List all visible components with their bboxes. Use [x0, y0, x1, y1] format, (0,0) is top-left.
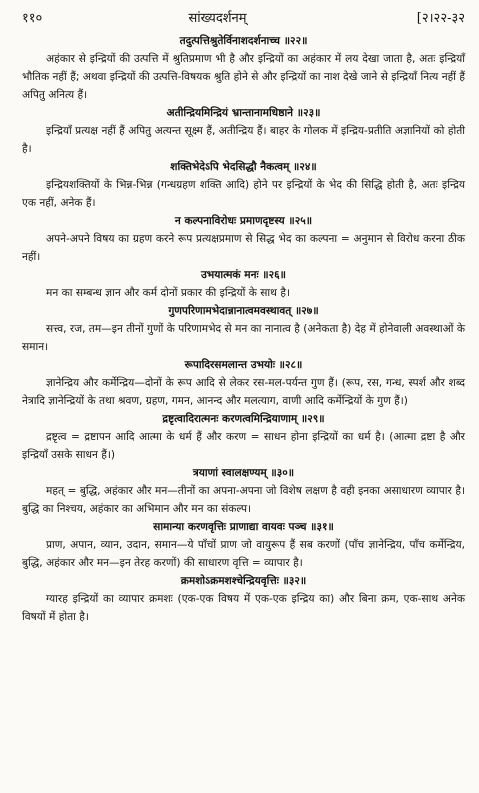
commentary-paragraph: महत् = बुद्धि, अहंकार और मन—तीनों का अपना-अपना जो विशेष लक्षण है वही इनका असाधारण व्यापार है। बुद्धि का निश्चय, अहंकार का अभिमान और मन का संकल्प। [22, 485, 465, 515]
commentary-paragraph: प्राण, अपान, व्यान, उदान, समान—ये पाँचों प्राण जो वायुरूप हैं सब करणों (पाँच ज्ञानेन्द्रिय, पाँच कर्मेन्द्रिय, बुद्धि, अहंकार और मन—इन तेरह करणों) की साधारण वृत्ति = व्यापार है। [22, 539, 465, 569]
commentary-paragraph: द्रष्टृत्व = द्रष्टापन आदि आत्मा के धर्म हैं और करण = साधन होना इन्द्रियों का धर्म है। (आत्मा द्रष्टा है और इन्द्रियाँ उसके साधन हैं।) [22, 431, 465, 461]
running-title: सांख्यदर्शनम् [188, 11, 247, 26]
sutra-heading: न कल्पनाविरोधः प्रमाणदृष्टस्य ॥२५॥ [174, 215, 313, 227]
commentary-paragraph: इन्द्रियशक्तियों के भिन्न-भिन्न (गन्धग्रहण शक्ति आदि) होने पर इन्द्रियों के भेद की सिद्धि होती है, अतः इन्द्रिय एक नहीं, अनेक हैं। [22, 179, 465, 209]
sutra-heading: रूपादिरसमलान्त उभयोः ॥२८॥ [184, 359, 303, 371]
commentary-paragraph: मन का सम्बन्ध ज्ञान और कर्म दोनों प्रकार की इन्द्रियों के साथ है। [46, 287, 290, 299]
commentary-paragraph: अपने-अपने विषय का ग्रहण करने रूप प्रत्यक्षप्रमाण से सिद्ध भेद का कल्पना = अनुमान से विरोध करना ठीक नहीं। [22, 233, 465, 263]
sutra-heading: त्रयाणां स्वालक्षण्यम् ॥३०॥ [192, 467, 295, 479]
sutra-heading: द्रष्टृत्वादिरात्मनः करणत्वमिन्द्रियाणाम् ॥२९॥ [162, 413, 325, 425]
page-header [22, 8, 465, 30]
page-body [22, 32, 465, 626]
sutra-heading: अतीन्द्रियमिन्द्रियं भ्रान्तानामधिष्ठाने ॥२३॥ [166, 107, 321, 119]
sutra-heading: गुणपरिणामभेदान्नानात्वमवस्थावत् ॥२७॥ [168, 305, 319, 317]
page-number: ११० [22, 11, 43, 26]
commentary-paragraph: अहंकार से इन्द्रियों की उत्पत्ति में श्रुतिप्रमाण भी है और इन्द्रियों का अहंकार में लय देखा जाता है, अतः इन्द्रियाँ भौतिक नहीं हैं; अथवा इन्द्रियों की उत्पत्ति-विषयक श्रुति होने से और इन्द्रियों का नाश देखे जाने से इन्द्रियाँ नित्य नहीं हैं अपितु अनित्य हैं। [22, 53, 465, 101]
commentary-paragraph: इन्द्रियाँ प्रत्यक्ष नहीं हैं अपितु अत्यन्त सूक्ष्म हैं, अतीन्द्रिय हैं। बाहर के गोलक में इन्द्रिय-प्रतीति अज्ञानियों को होती है। [22, 125, 465, 155]
sutra-heading: शक्तिभेदेऽपि भेदसिद्धौ नैकत्वम् ॥२४॥ [170, 161, 317, 173]
commentary-paragraph: ज्ञानेन्द्रिय और कर्मेन्द्रिय—दोनों के रूप आदि से लेकर रस-मल-पर्यन्त गुण हैं। (रूप, रस, गन्ध, स्पर्श और शब्द नेत्रादि ज्ञानेन्द्रियों के तथा श्रवण, ग्रहण, गमन, आनन्द और मलत्याग, वाणी आदि कर्मेन्द्रियों के गुण हैं।) [22, 377, 465, 407]
sutra-range: [२।२२-३२ [416, 11, 465, 26]
sutra-heading: तदुत्पत्तिश्रुतेर्विनाशदर्शनाच्च ॥२२॥ [179, 35, 308, 47]
sutra-heading: सामान्या करणवृत्तिः प्राणाद्या वायवः पञ्च ॥३१॥ [153, 521, 334, 533]
sutra-heading: क्रमशोऽक्रमशश्चेन्द्रियवृत्तिः ॥३२॥ [180, 575, 307, 587]
commentary-paragraph: ग्यारह इन्द्रियों का व्यापार क्रमशः (एक-एक विषय में एक-एक इन्द्रिय का) और बिना क्रम, एक-साथ अनेक विषयों में होता है। [22, 593, 465, 623]
sutra-heading: उभयात्मकं मनः ॥२६॥ [200, 269, 287, 281]
commentary-paragraph: सत्त्व, रज, तम—इन तीनों गुणों के परिणामभेद से मन का नानात्व है (अनेकता है) देह में होनेवाली अवस्थाओं के समान। [22, 323, 465, 353]
